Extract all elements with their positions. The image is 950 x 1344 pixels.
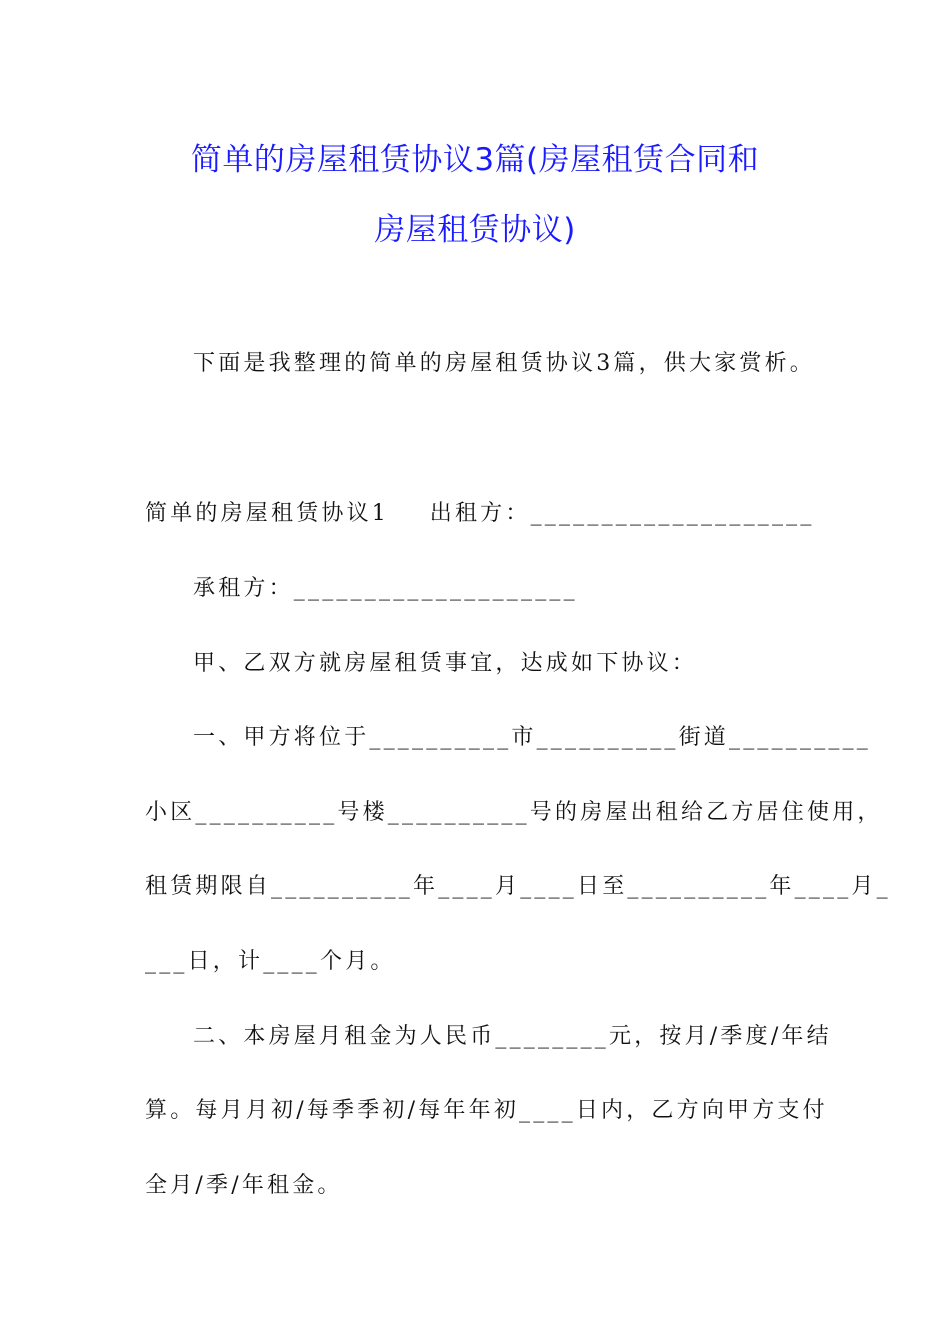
clause-2-line-2: 算。每月月初/每季季初/每年年初____日内，乙方向甲方支付 xyxy=(145,1098,828,1123)
agreement-intro-line: 甲、乙双方就房屋租赁事宜，达成如下协议： xyxy=(193,651,698,676)
lessee-line: 承租方：____________________ xyxy=(193,576,578,601)
document-title-line-1: 简单的房屋租赁协议3篇(房屋租赁合同和 xyxy=(190,142,760,178)
clause-1-line-4: ___日，计____个月。 xyxy=(145,949,396,974)
clause-1-line-1: 一、甲方将位于__________市__________街道__________ xyxy=(193,725,872,750)
clause-1-line-3: 租赁期限自__________年____月____日至__________年____月_ xyxy=(145,874,891,899)
document-title-line-2: 房屋租赁协议) xyxy=(374,212,576,248)
agreement-heading-lessor-line: 简单的房屋租赁协议1 出租方：____________________ xyxy=(145,501,815,526)
clause-1-line-2: 小区__________号楼__________号的房屋出租给乙方居住使用， xyxy=(145,800,883,825)
clause-2-line-3: 全月/季/年租金。 xyxy=(145,1173,343,1198)
intro-paragraph: 下面是我整理的简单的房屋租赁协议3篇，供大家赏析。 xyxy=(193,351,815,376)
clause-2-line-1: 二、本房屋月租金为人民币________元，按月/季度/年结 xyxy=(193,1024,832,1049)
